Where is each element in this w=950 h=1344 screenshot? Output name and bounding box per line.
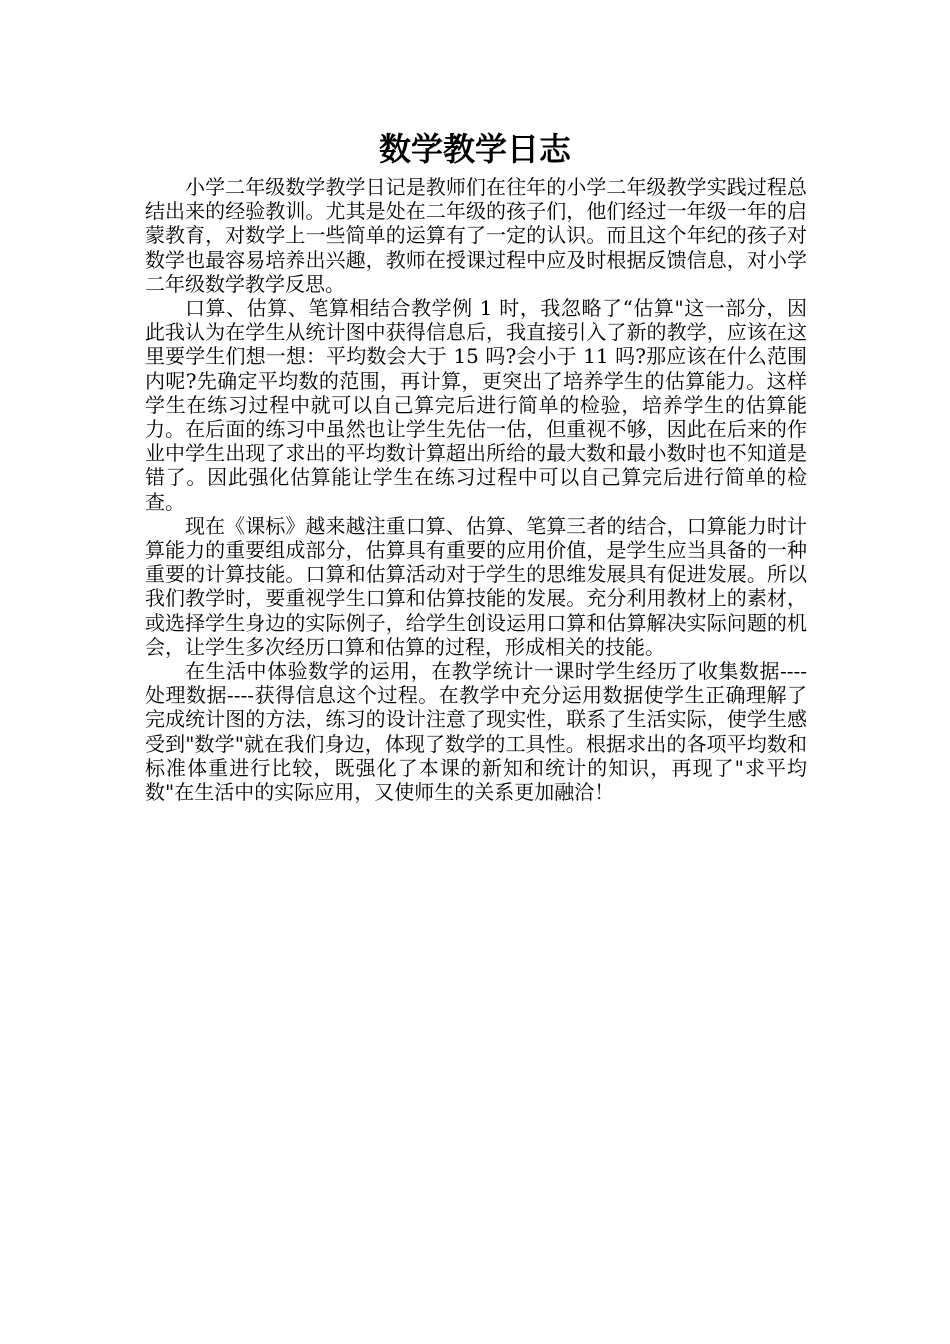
document-body <box>145 175 807 804</box>
paragraph: 口算、估算、笔算相结合教学例 1 时，我忽略了“估算"这一部分，因此我认为在学生从统计图中获得信息后，我直接引入了新的教学，应该在这里要学生们想一想：平均数会大于 15 吗?会小于 11 吗?那应该在什么范围内呢?先确定平均数的范围，再计算，更突出了培养学生的估算能力。这样学生在练习过程中就可以自己算完后进行简单的检验，培养学生的估算能力。在后面的练习中虽然也让学生先估一估，但重视不够，因此在后来的作业中学生出现了求出的平均数计算超出所给的最大数和最小数时也不知道是错了。因此强化估算能让学生在练习过程中可以自己算完后进行简单的检查。 <box>145 296 807 514</box>
paragraph: 现在《课标》越来越注重口算、估算、笔算三者的结合，口算能力时计算能力的重要组成部分，估算具有重要的应用价值，是学生应当具备的一种重要的计算技能。口算和估算活动对于学生的思维发展具有促进发展。所以我们教学时，要重视学生口算和估算技能的发展。充分利用教材上的素材，或选择学生身边的实际例子，给学生创设运用口算和估算解决实际问题的机会，让学生多次经历口算和估算的过程，形成相关的技能。 <box>145 513 807 659</box>
document-title: 数学教学日志 <box>378 130 571 168</box>
paragraph: 在生活中体验数学的运用，在教学统计一课时学生经历了收集数据----处理数据----获得信息这个过程。在教学中充分运用数据使学生正确理解了完成统计图的方法，练习的设计注意了现实性，联系了生活实际，使学生感受到"数学"就在我们身边，体现了数学的工具性。根据求出的各项平均数和标准体重进行比较，既强化了本课的新知和统计的知识，再现了"求平均数"在生活中的实际应用，又使师生的关系更加融洽！ <box>145 659 807 805</box>
paragraph: 小学二年级数学教学日记是教师们在往年的小学二年级教学实践过程总结出来的经验教训。尤其是处在二年级的孩子们，他们经过一年级一年的启蒙教育，对数学上一些简单的运算有了一定的认识。而且这个年纪的孩子对数学也最容易培养出兴趣，教师在授课过程中应及时根据反馈信息，对小学二年级数学教学反思。 <box>145 175 807 296</box>
